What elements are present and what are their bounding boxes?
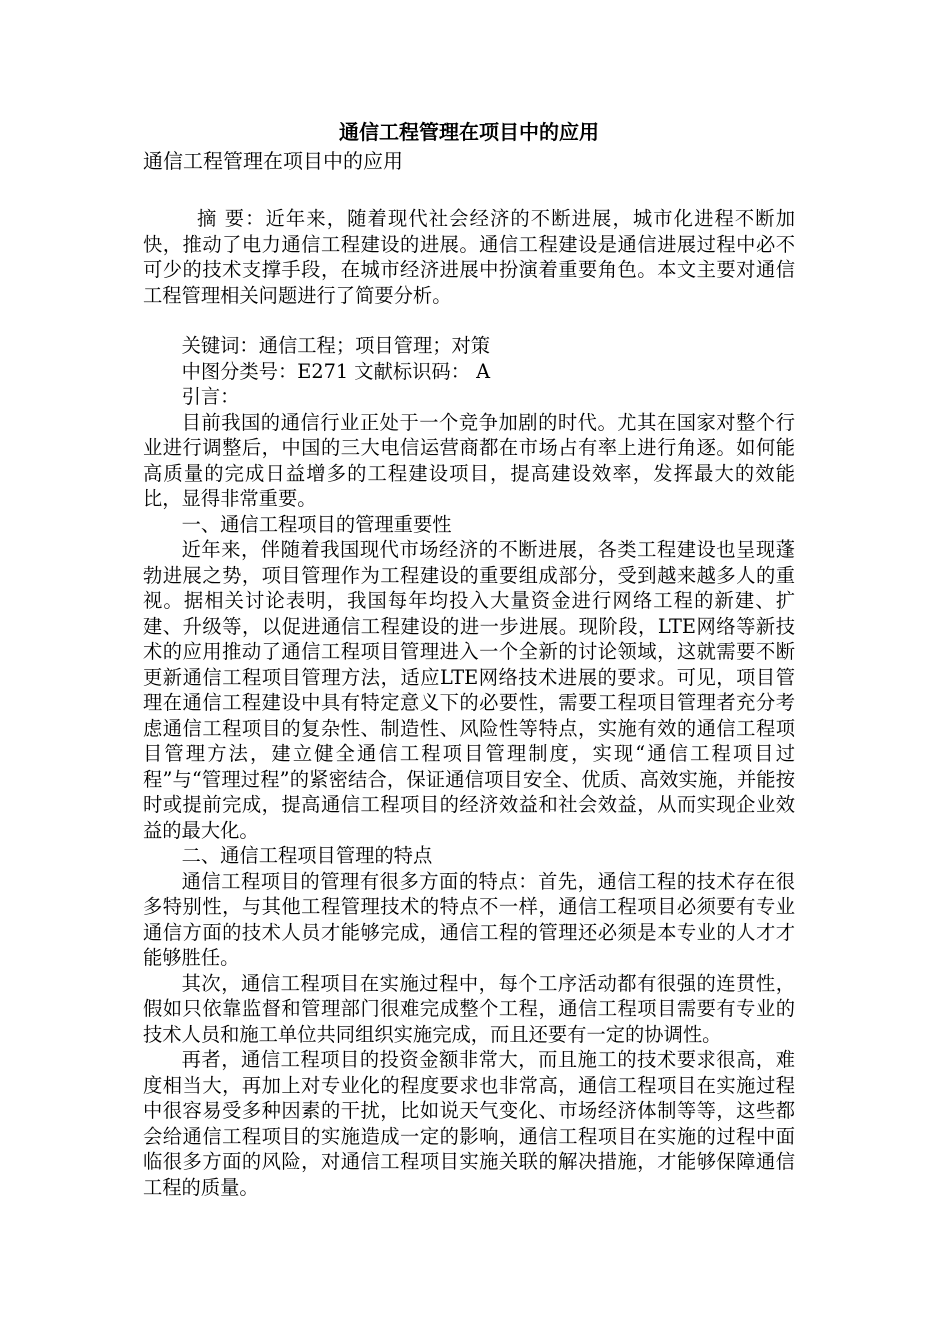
document-body [143,174,795,1200]
section2-paragraph-1: 通信工程项目的管理有很多方面的特点：首先，通信工程的技术存在很多特别性，与其他工程管理技术的特点不一样，通信工程项目必须要有专业通信方面的技术人员才能够完成，通信工程的管理还必须是本专业的人才才能够胜任。 [143,869,795,969]
intro-label: 引言： [181,385,240,408]
spacer [143,174,795,206]
document-title: 通信工程管理在项目中的应用 [339,120,599,144]
document-page [143,118,795,1200]
section2-paragraph-2: 其次，通信工程项目在实施过程中，每个工序活动都有很强的连贯性，假如只依靠监督和管理部门很难完成整个工程，通信工程项目需要有专业的技术人员和施工单位共同组织实施完成，而且还要有一定的协调性。 [143,971,795,1046]
section-heading-2: 二、通信工程项目管理的特点 [181,844,433,867]
keywords-line: 关键词：通信工程；项目管理；对策 [181,334,491,357]
section2-paragraph-3: 再者，通信工程项目的投资金额非常大，而且施工的技术要求很高，难度相当大，再加上对专业化的程度要求也非常高，通信工程项目在实施过程中很容易受多种因素的干扰，比如说天气变化、市场经济体制等等，这些都会给通信工程项目的实施造成一定的影响，通信工程项目在实施的过程中面临很多方面的风险，对通信工程项目实施关联的解决措施，才能够保障通信工程的质量。 [143,1048,795,1199]
spacer [143,308,795,333]
abstract-paragraph: 摘 要：近年来，随着现代社会经济的不断进展，城市化进程不断加快，推动了电力通信工程建设的进展。通信工程建设是通信进展过程中必不可少的技术支撑手段，在城市经济进展中扮演着重要角色。本文主要对通信工程管理相关问题进行了简要分析。 [143,207,795,307]
section1-paragraph: 近年来，伴随着我国现代市场经济的不断进展，各类工程建设也呈现蓬勃进展之势，项目管理作为工程建设的重要组成部分，受到越来越多人的重视。据相关讨论表明，我国每年均投入大量资金进行网络工程的新建、扩建、升级等，以促进通信工程建设的进一步进展。现阶段，LTE网络等新技术的应用推动了通信工程项目管理进入一个全新的讨论领域，这就需要不断更新通信工程项目管理方法，适应LTE网络技术进展的要求。可见，项目管理在通信工程建设中具有特定意义下的必要性，需要工程项目管理者充分考虑通信工程项目的复杂性、制造性、风险性等特点，实施有效的通信工程项目管理方法，建立健全通信工程项目管理制度，实现“通信工程项目过程”与“管理过程”的紧密结合，保证通信项目安全、优质、高效实施，并能按时或提前完成，提高通信工程项目的经济效益和社会效益，从而实现企业效益的最大化。 [143,538,795,842]
document-subtitle: 通信工程管理在项目中的应用 [143,149,403,173]
classification-line: 中图分类号：E271 文献标识码： A [181,359,491,383]
intro-paragraph: 目前我国的通信行业正处于一个竞争加剧的时代。尤其在国家对整个行业进行调整后，中国的三大电信运营商都在市场占有率上进行角逐。如何能高质量的完成日益增多的工程建设项目，提高建设效率，发挥最大的效能比，显得非常重要。 [143,410,795,510]
section-heading-1: 一、通信工程项目的管理重要性 [181,512,452,536]
